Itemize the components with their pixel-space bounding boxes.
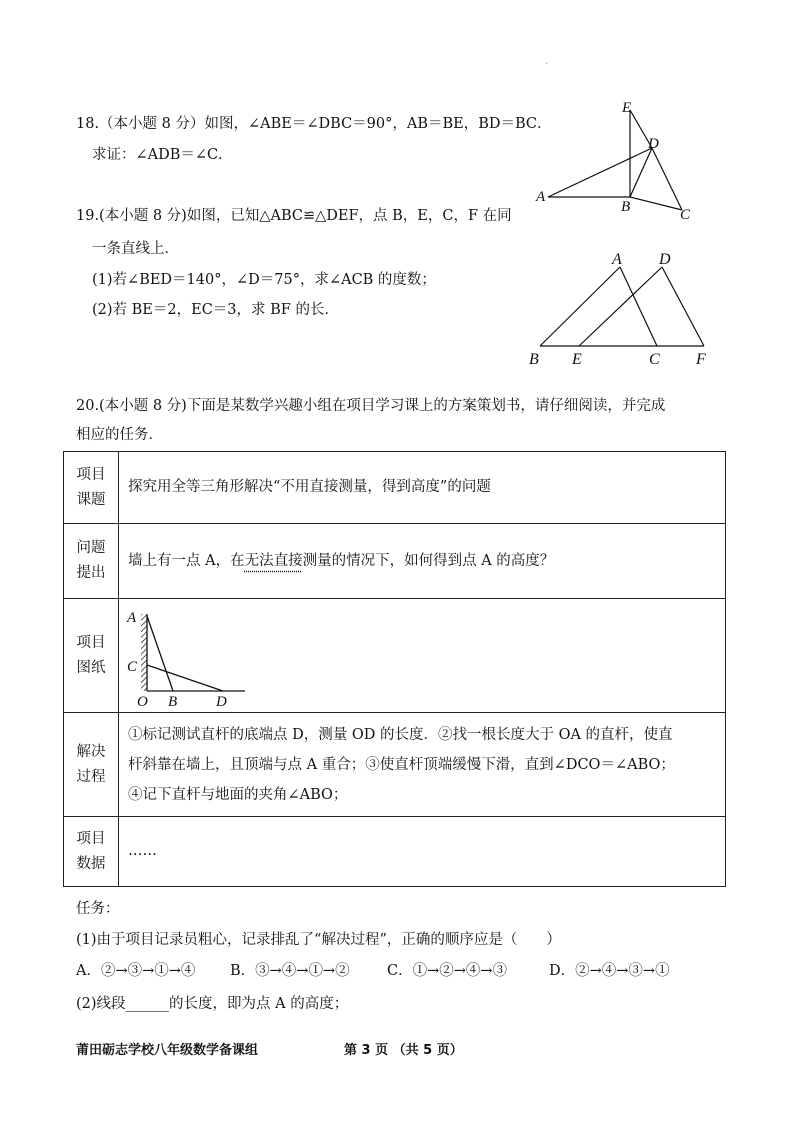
- row-body-drawing: [119, 599, 726, 713]
- table-row: [64, 599, 726, 713]
- draw-label-B: B: [168, 693, 178, 708]
- row-head-process-text: 解决 过程: [76, 743, 106, 785]
- q18-label-D: D: [648, 136, 659, 152]
- row-head-topic-text: 项目 课题: [76, 466, 106, 508]
- header-mark: .: [545, 56, 549, 67]
- draw-label-D: D: [216, 693, 227, 708]
- q19-part1: (1)若∠BED＝140°，∠D＝75°，求∠ACB 的度数；: [92, 272, 436, 288]
- q19-seg-BA: [540, 267, 620, 346]
- pole-AB: [147, 616, 173, 691]
- q19-part2: (2)若 BE＝2，EC＝3，求 BF 的长．: [92, 302, 339, 318]
- row-body-question: [119, 524, 726, 599]
- q19-line2: 一条直线上．: [92, 241, 179, 257]
- project-drawing: [123, 604, 263, 708]
- row-body-data: ……: [119, 817, 726, 887]
- q18-seg-DC: [652, 148, 682, 210]
- question-text-emphasis: 无法直接: [244, 552, 303, 569]
- process-line-2: 杆斜靠在墙上，且顶端与点 A 重合；③使直杆顶端缓慢下滑，直到∠DCO＝∠ABO；: [128, 756, 675, 773]
- option-a[interactable]: A．②→③→①→④: [76, 963, 196, 979]
- task-1-options: [76, 961, 670, 981]
- tasks-title: 任务：: [76, 901, 120, 917]
- q19-label-E: E: [572, 351, 582, 368]
- row-head-question-text: 问题 提出: [76, 540, 106, 581]
- pole-CD: [147, 665, 223, 691]
- q19-label-F: F: [696, 351, 706, 368]
- project-table: [63, 451, 726, 887]
- task-1: (1)由于项目记录员粗心，记录排乱了“解决过程”，正确的顺序应是（ ）: [76, 932, 561, 948]
- row-body-topic: 探究用全等三角形解决“不用直接测量，得到高度”的问题: [119, 452, 726, 524]
- q18-figure: [530, 98, 700, 223]
- row-body-process: [119, 713, 726, 817]
- q19-label-D: D: [659, 251, 671, 268]
- q18-label-B: B: [621, 199, 631, 215]
- q18-label-A: A: [536, 189, 546, 205]
- q20-intro-line2: 相应的任务．: [76, 427, 163, 443]
- table-row: [64, 817, 726, 887]
- q19-line1: 19.(本小题 8 分)如图，已知△ABC≌△DEF，点 B，E，C，F 在同: [76, 208, 512, 224]
- q18-label-E: E: [622, 100, 632, 116]
- table-row: [64, 713, 726, 817]
- wall-hatch: [141, 614, 147, 691]
- q19-seg-AC: [620, 267, 657, 346]
- q18-line2: 求证：∠ADB＝∠C．: [92, 147, 233, 163]
- q18-seg-AD: [548, 148, 652, 197]
- table-row: [64, 524, 726, 599]
- q18-seg-BD: [630, 148, 652, 197]
- q19-label-C: C: [649, 351, 660, 368]
- q19-figure: [522, 245, 722, 370]
- row-head-process: [64, 713, 119, 817]
- row-head-question: [64, 524, 119, 599]
- option-c[interactable]: C．①→②→④→③: [387, 963, 508, 979]
- q18-seg-BC: [630, 197, 682, 210]
- question-text-post: 测量的情况下，如何得到点 A 的高度？: [302, 552, 555, 569]
- draw-label-A: A: [127, 609, 137, 626]
- q19-label-A: A: [612, 251, 622, 268]
- question-text-pre: 墙上有一点 A，在: [128, 552, 245, 569]
- q19-seg-ED: [579, 267, 662, 346]
- draw-label-O: O: [137, 693, 148, 708]
- process-line-3: ④记下直杆与地面的夹角∠ABO；: [128, 786, 348, 803]
- row-head-drawing-text: 项目 图纸: [76, 634, 106, 676]
- draw-label-C: C: [127, 658, 138, 675]
- option-d[interactable]: D．②→④→③→①: [549, 963, 670, 979]
- q18-line1: 18.（本小题 8 分）如图，∠ABE＝∠DBC＝90°，AB＝BE，BD＝BC．: [76, 116, 552, 132]
- row-head-topic: [64, 452, 119, 524]
- task-2: (2)线段______的长度，即为点 A 的高度；: [76, 996, 349, 1012]
- footer-left: 莆田砺志学校八年级数学备课组: [76, 1043, 259, 1058]
- row-head-data-text: 项目 数据: [76, 830, 106, 872]
- option-b[interactable]: B．③→④→①→②: [230, 963, 350, 979]
- row-head-drawing: [64, 599, 119, 713]
- footer-page-number: 第 3 页 （共 5 页）: [344, 1043, 463, 1058]
- q20-intro-line1: 20.(本小题 8 分)下面是某数学兴趣小组在项目学习课上的方案策划书，请仔细阅读，并完成: [76, 398, 666, 414]
- row-head-data: [64, 817, 119, 887]
- q18-label-C: C: [680, 207, 691, 223]
- q19-label-B: B: [529, 351, 539, 368]
- q19-seg-DF: [662, 267, 704, 346]
- table-row: [64, 452, 726, 524]
- process-line-1: ①标记测试直杆的底端点 D，测量 OD 的长度．②找一根长度大于 OA 的直杆，使直: [128, 726, 673, 743]
